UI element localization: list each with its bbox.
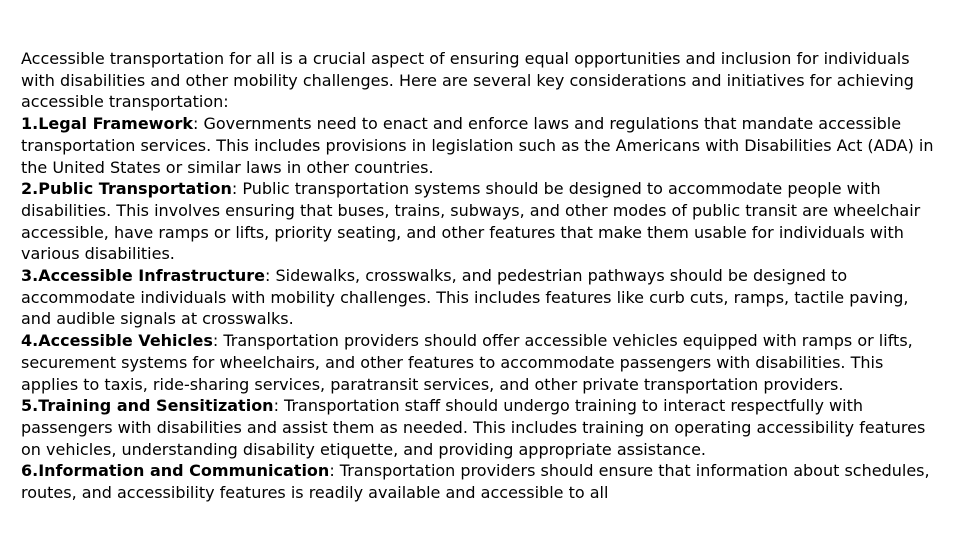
document-paragraph [21,265,934,330]
numbered-items [21,113,934,504]
item-heading-label: 1.Legal Framework [21,114,193,134]
item-heading-label: 2.Public Transportation [21,179,232,199]
item-heading-label: 4.Accessible Vehicles [21,331,213,351]
item-body-text: : Sidewalks, crosswalks, and pedestrian pathways should be designed to accommodate individuals with mobility challenges. This includes features like curb cuts, ramps, tactile paving, and audible signals at crosswalks. [21,266,909,329]
document-paragraph [21,460,934,503]
document-paragraph [21,178,934,265]
item-heading-label: 3.Accessible Infrastructure [21,266,266,286]
item-body-text: : Transportation providers should ensure that information about schedules, routes, and accessibility features is readily available and accessible to all [21,461,930,503]
document-paragraph [21,113,934,178]
item-heading-label: 6.Information and Communication [21,461,330,481]
item-body-text: : Governments need to enact and enforce laws and regulations that mandate accessible transportation services. This includes provisions in legislation such as the Americans with Disabilities Act (ADA) in the United States or similar laws in other countries. [21,114,934,177]
item-heading-label: 5.Training and Sensitization [21,396,274,416]
intro-paragraph: Accessible transportation for all is a crucial aspect of ensuring equal opportunities and inclusion for individuals with disabilities and other mobility challenges. Here are several key considerations and initiatives for achieving accessible transportation: [21,49,914,112]
document-paragraph [21,395,934,460]
item-body-text: : Transportation providers should offer accessible vehicles equipped with ramps or lifts, securement systems for wheelchairs, and other features to accommodate passengers with disabilities. This applies to taxis, ride-sharing services, paratransit services, and other private transportation providers. [21,331,913,394]
document-paragraph [21,330,934,395]
item-body-text: : Transportation staff should undergo training to interact respectfully with passengers with disabilities and assist them as needed. This includes training on operating accessibility features on vehicles, understanding disability etiquette, and providing appropriate assistance. [21,396,926,459]
item-body-text: : Public transportation systems should be designed to accommodate people with disabilities. This involves ensuring that buses, trains, subways, and other modes of public transit are wheelchair accessible, have ramps or lifts, priority seating, and other features that make them usable for individuals with various disabilities. [21,179,921,264]
